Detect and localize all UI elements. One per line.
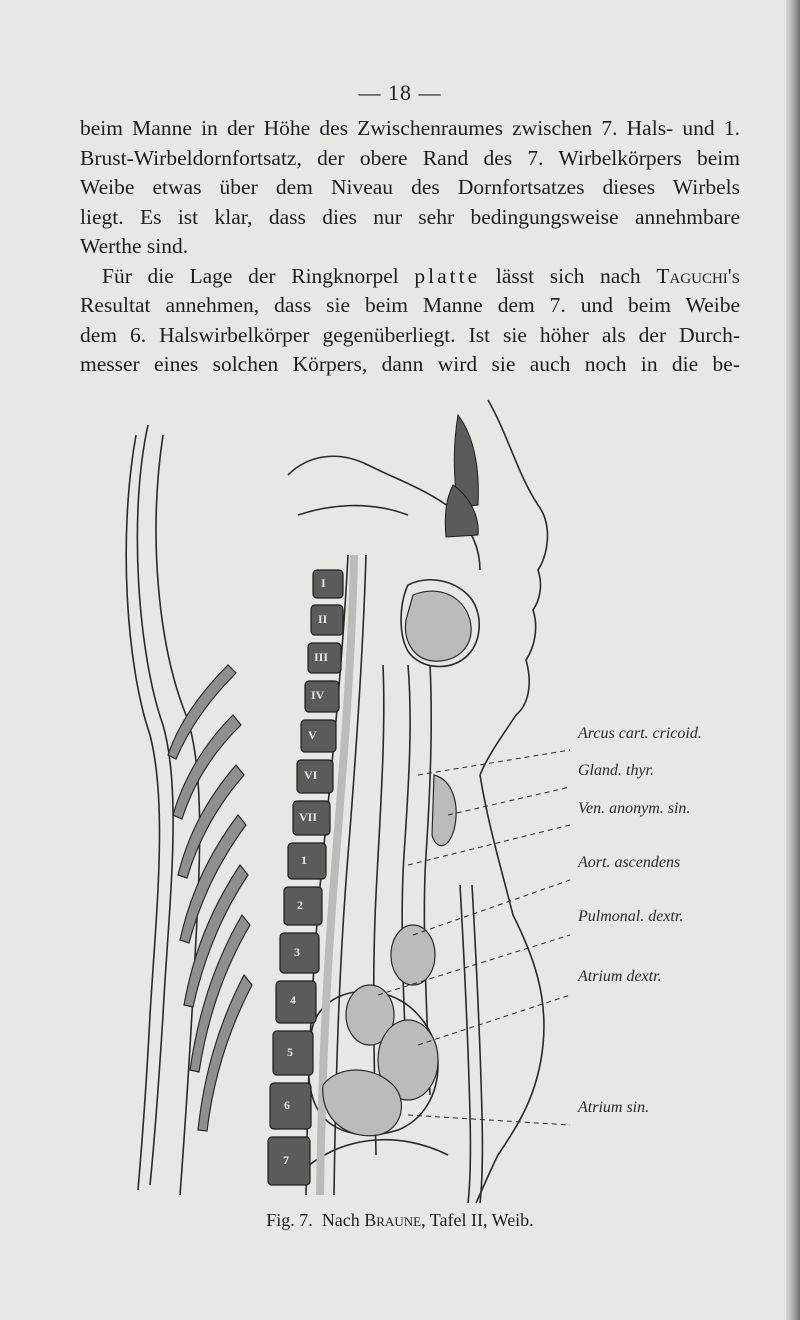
text-line: Resultat annehmen, dass sie beim Manne dem 7. und beim Weibe: [80, 293, 740, 317]
page-number: — 18 —: [358, 80, 442, 105]
book-edge-shadow: [786, 0, 800, 1320]
figure-caption: [0, 1210, 800, 1231]
text-run: Für die Lage der Ringknorpel: [102, 263, 399, 288]
label-gland-thyr: Gland. thyr.: [578, 762, 654, 779]
vertebra-label: V: [308, 728, 317, 742]
text-line: Brust-Wirbeldornfortsatz, der obere Rand des 7. Wirbelkörpers beim: [80, 145, 740, 170]
anatomical-figure: [108, 395, 578, 1210]
caption-text: Nach: [321, 1210, 360, 1230]
author-name: Taguchi's: [656, 263, 740, 288]
paragraph-2: [80, 262, 740, 380]
caption-text: , Tafel II, Weib.: [421, 1210, 534, 1230]
vertebra-label: III: [314, 650, 329, 664]
text-line: dem 6. Halswirbelkörper gegenüberliegt. Ist sie höher als der Durch-: [80, 322, 740, 347]
vertebra-label: 4: [290, 993, 296, 1007]
label-pulmonal-dextr: Pulmonal. dextr.: [578, 908, 684, 925]
label-atrium-dextr: Atrium dextr.: [578, 968, 662, 985]
text-line: [80, 262, 740, 292]
vertebra-label: VI: [304, 768, 318, 782]
vertebra-label: IV: [311, 688, 325, 702]
label-aort-ascendens: Aort. ascendens: [578, 854, 681, 871]
spaced-word: platte: [414, 263, 481, 288]
text-line: liegt. Es ist klar, dass dies nur sehr bedingungsweise annehmbare: [80, 204, 740, 229]
label-arcus-cart-cricoid: Arcus cart. cricoid.: [578, 725, 702, 742]
text-line: messer eines solchen Körpers, dann wird sie auch noch in die be-: [80, 352, 740, 376]
vertebra-label: 6: [284, 1098, 290, 1112]
caption-author: Braune: [364, 1210, 422, 1230]
vertebra-label: II: [318, 612, 328, 626]
vertebra-label: 5: [287, 1045, 293, 1059]
vertebra-label: 1: [301, 853, 307, 867]
text-line: beim Manne in der Höhe des Zwischenraumes zwischen 7. Hals- und 1.: [80, 116, 740, 140]
body-text: [80, 114, 740, 380]
vertebra-label: I: [321, 576, 326, 590]
caption-fig-number: Fig. 7.: [266, 1210, 313, 1230]
vertebra-label: 3: [294, 945, 300, 959]
vertebra-numbering: [108, 395, 578, 1205]
label-ven-anonym-sin: Ven. anonym. sin.: [578, 800, 691, 817]
paragraph-1: [80, 114, 740, 262]
vertebra-label: VII: [299, 810, 318, 824]
text-line: Weibe etwas über dem Niveau des Dornfortsatzes dieses Wirbels: [80, 175, 740, 199]
label-atrium-sin: Atrium sin.: [578, 1099, 650, 1116]
vertebra-label: 2: [297, 898, 303, 912]
text-run: lässt sich nach: [495, 263, 641, 288]
text-line: Werthe sind.: [80, 234, 189, 258]
vertebra-label: 7: [283, 1153, 289, 1167]
